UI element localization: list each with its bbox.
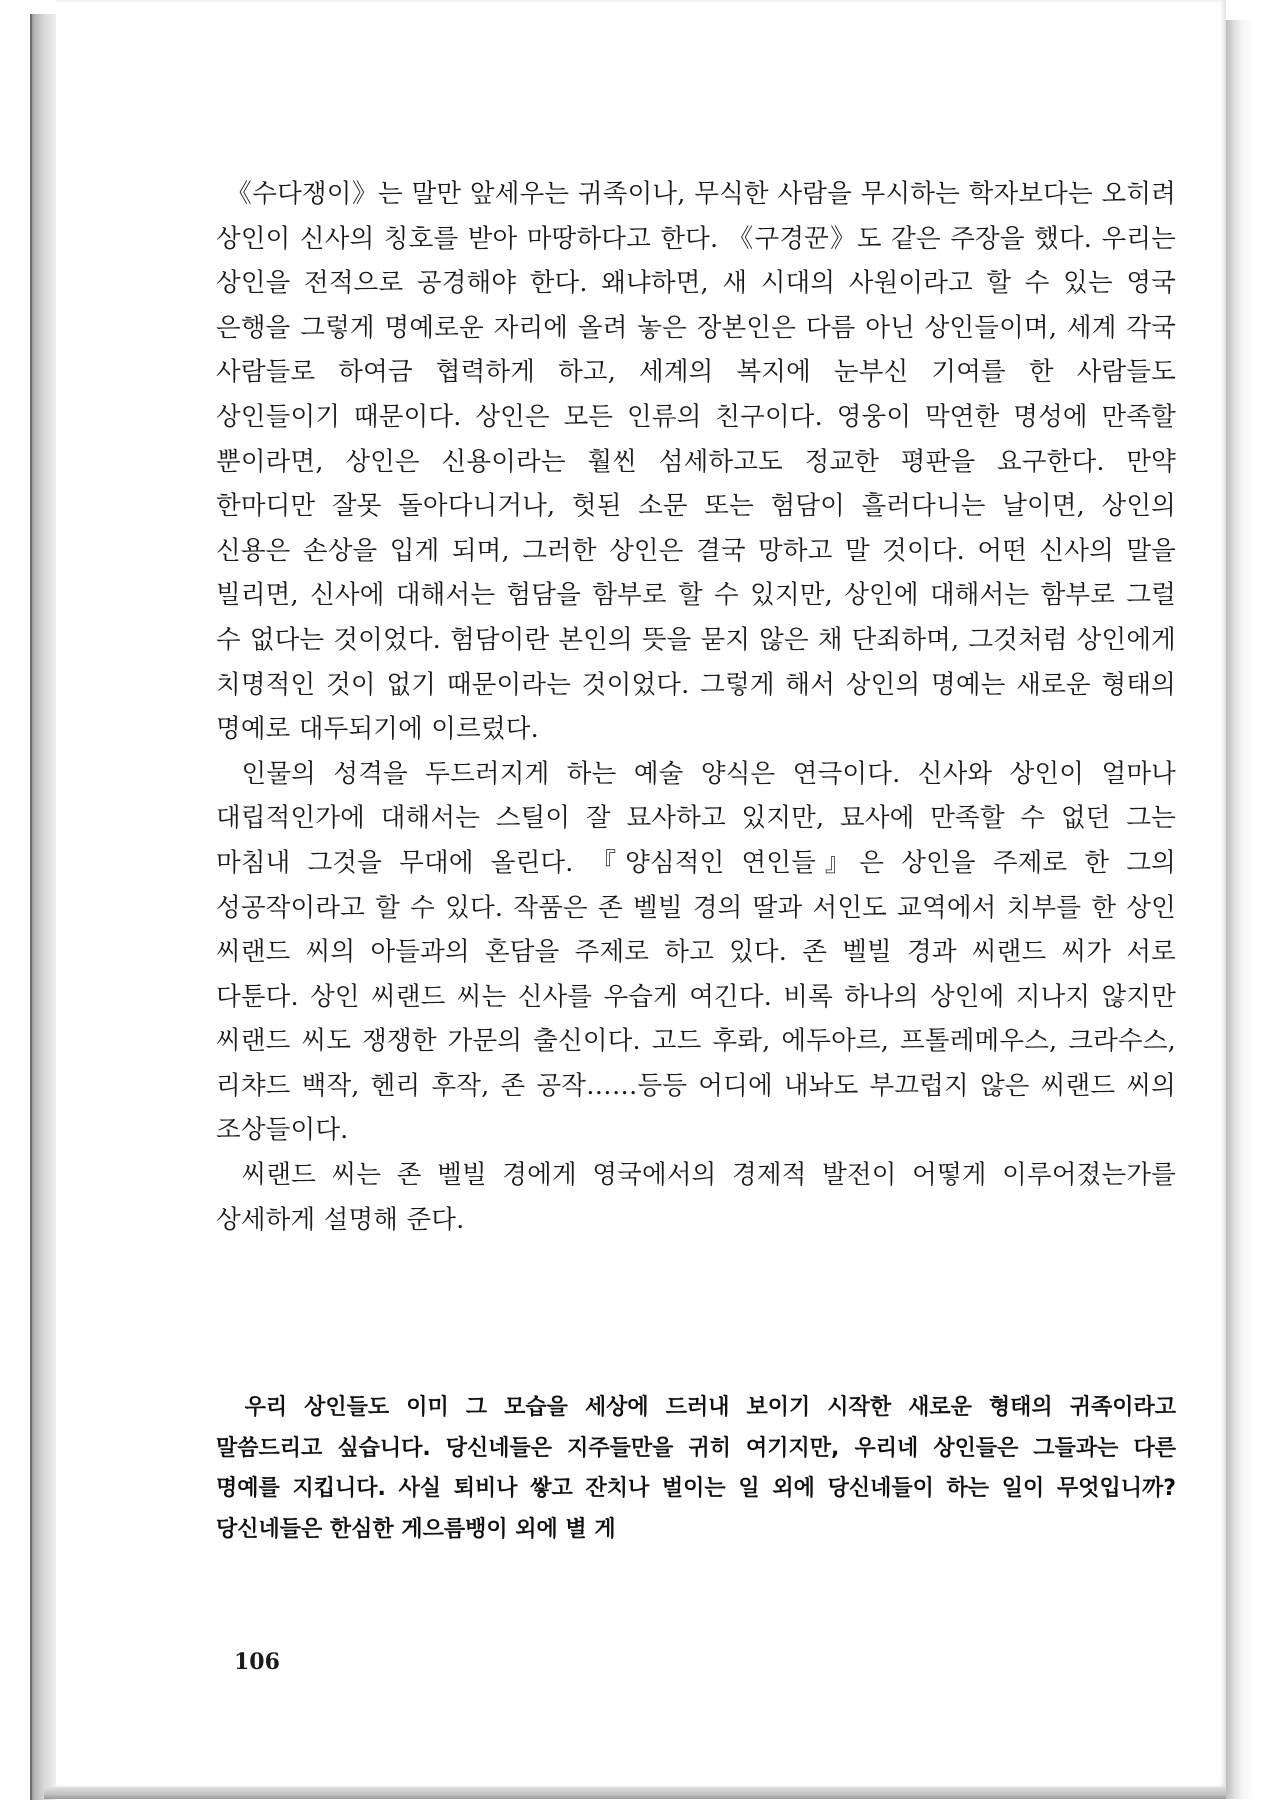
book-right-edge <box>1226 20 1254 1799</box>
block-quote <box>216 1388 1176 1550</box>
page-number: 106 <box>234 1649 280 1675</box>
book-left-edge <box>30 14 56 1800</box>
body-paragraph: 《수다쟁이》는 말만 앞세우는 귀족이나, 무식한 사람을 무시하는 학자보다는 오히려 상인이 신사의 칭호를 받아 마땅하다고 한다. 《구경꾼》도 같은 주장을 했다. 우리는 상인을 전적으로 공경해야 한다. 왜냐하면, 새 시대의 사원이라고 할 수 있는 영국 은행을 그렇게 명예로운 자리에 올려 놓은 장본인은 다름 아닌 상인들이며, 세계 각국 사람들로 하여금 협력하게 하고, 세계의 복지에 눈부신 기여를 한 사람들도 상인들이기 때문이다. 상인은 모든 인류의 친구이다. 영웅이 막연한 명성에 만족할 뿐이라면, 상인은 신용이라는 훨씬 섬세하고도 정교한 평판을 요구한다. 만약 한마디만 잘못 돌아다니거나, 헛된 소문 또는 험담이 흘러다니는 날이면, 상인의 신용은 손상을 입게 되며, 그러한 상인은 결국 망하고 말 것이다. 어떤 신사의 말을 빌리면, 신사에 대해서는 험담을 함부로 할 수 있지만, 상인에 대해서는 함부로 그럴 수 없다는 것이었다. 험담이란 본인의 뜻을 묻지 않은 채 단죄하며, 그것처럼 상인에게 치명적인 것이 없기 때문이라는 것이었다. 그렇게 해서 상인의 명예는 새로운 형태의 명예로 대두되기에 이르렀다. <box>216 179 1176 745</box>
body-paragraph: 인물의 성격을 두드러지게 하는 예술 양식은 연극이다. 신사와 상인이 얼마나 대립적인가에 대해서는 스틸이 잘 묘사하고 있지만, 묘사에 만족할 수 없던 그는 마침내 그것을 무대에 올린다. 『양심적인 연인들』은 상인을 주제로 한 그의 성공작이라고 할 수 있다. 작품은 존 벨빌 경의 딸과 서인도 교역에서 치부를 한 상인 씨랜드 씨의 아들과의 혼담을 주제로 하고 있다. 존 벨빌 경과 씨랜드 씨가 서로 다툰다. 상인 씨랜드 씨는 신사를 우습게 여긴다. 비록 하나의 상인에 지나지 않지만 씨랜드 씨도 쟁쟁한 가문의 출신이다. 고드 후롸, 에두아르, 프톨레메우스, 크라수스, 리챠드 백작, 헨리 후작, 존 공작……등등 어디에 내놔도 부끄럽지 않은 씨랜드 씨의 조상들이다. <box>216 758 1176 1146</box>
body-text <box>216 172 1176 1242</box>
body-paragraph: 씨랜드 씨는 존 벨빌 경에게 영국에서의 경제적 발전이 어떻게 이루어졌는가를 상세하게 설명해 준다. <box>216 1160 1176 1235</box>
page <box>56 0 1226 1787</box>
quote-paragraph: 우리 상인들도 이미 그 모습을 세상에 드러내 보이기 시작한 새로운 형태의 귀족이라고 말씀드리고 싶습니다. 당신네들은 지주들만을 귀히 여기지만, 우리네 상인들은 그들과는 다른 명예를 지킵니다. 사실 퇴비나 쌓고 잔치나 벌이는 일 외에 당신네들이 하는 일이 무엇입니까? 당신네들은 한심한 게으름뱅이 외에 별 게 <box>216 1395 1176 1542</box>
book-bottom-edge <box>44 1787 1226 1799</box>
